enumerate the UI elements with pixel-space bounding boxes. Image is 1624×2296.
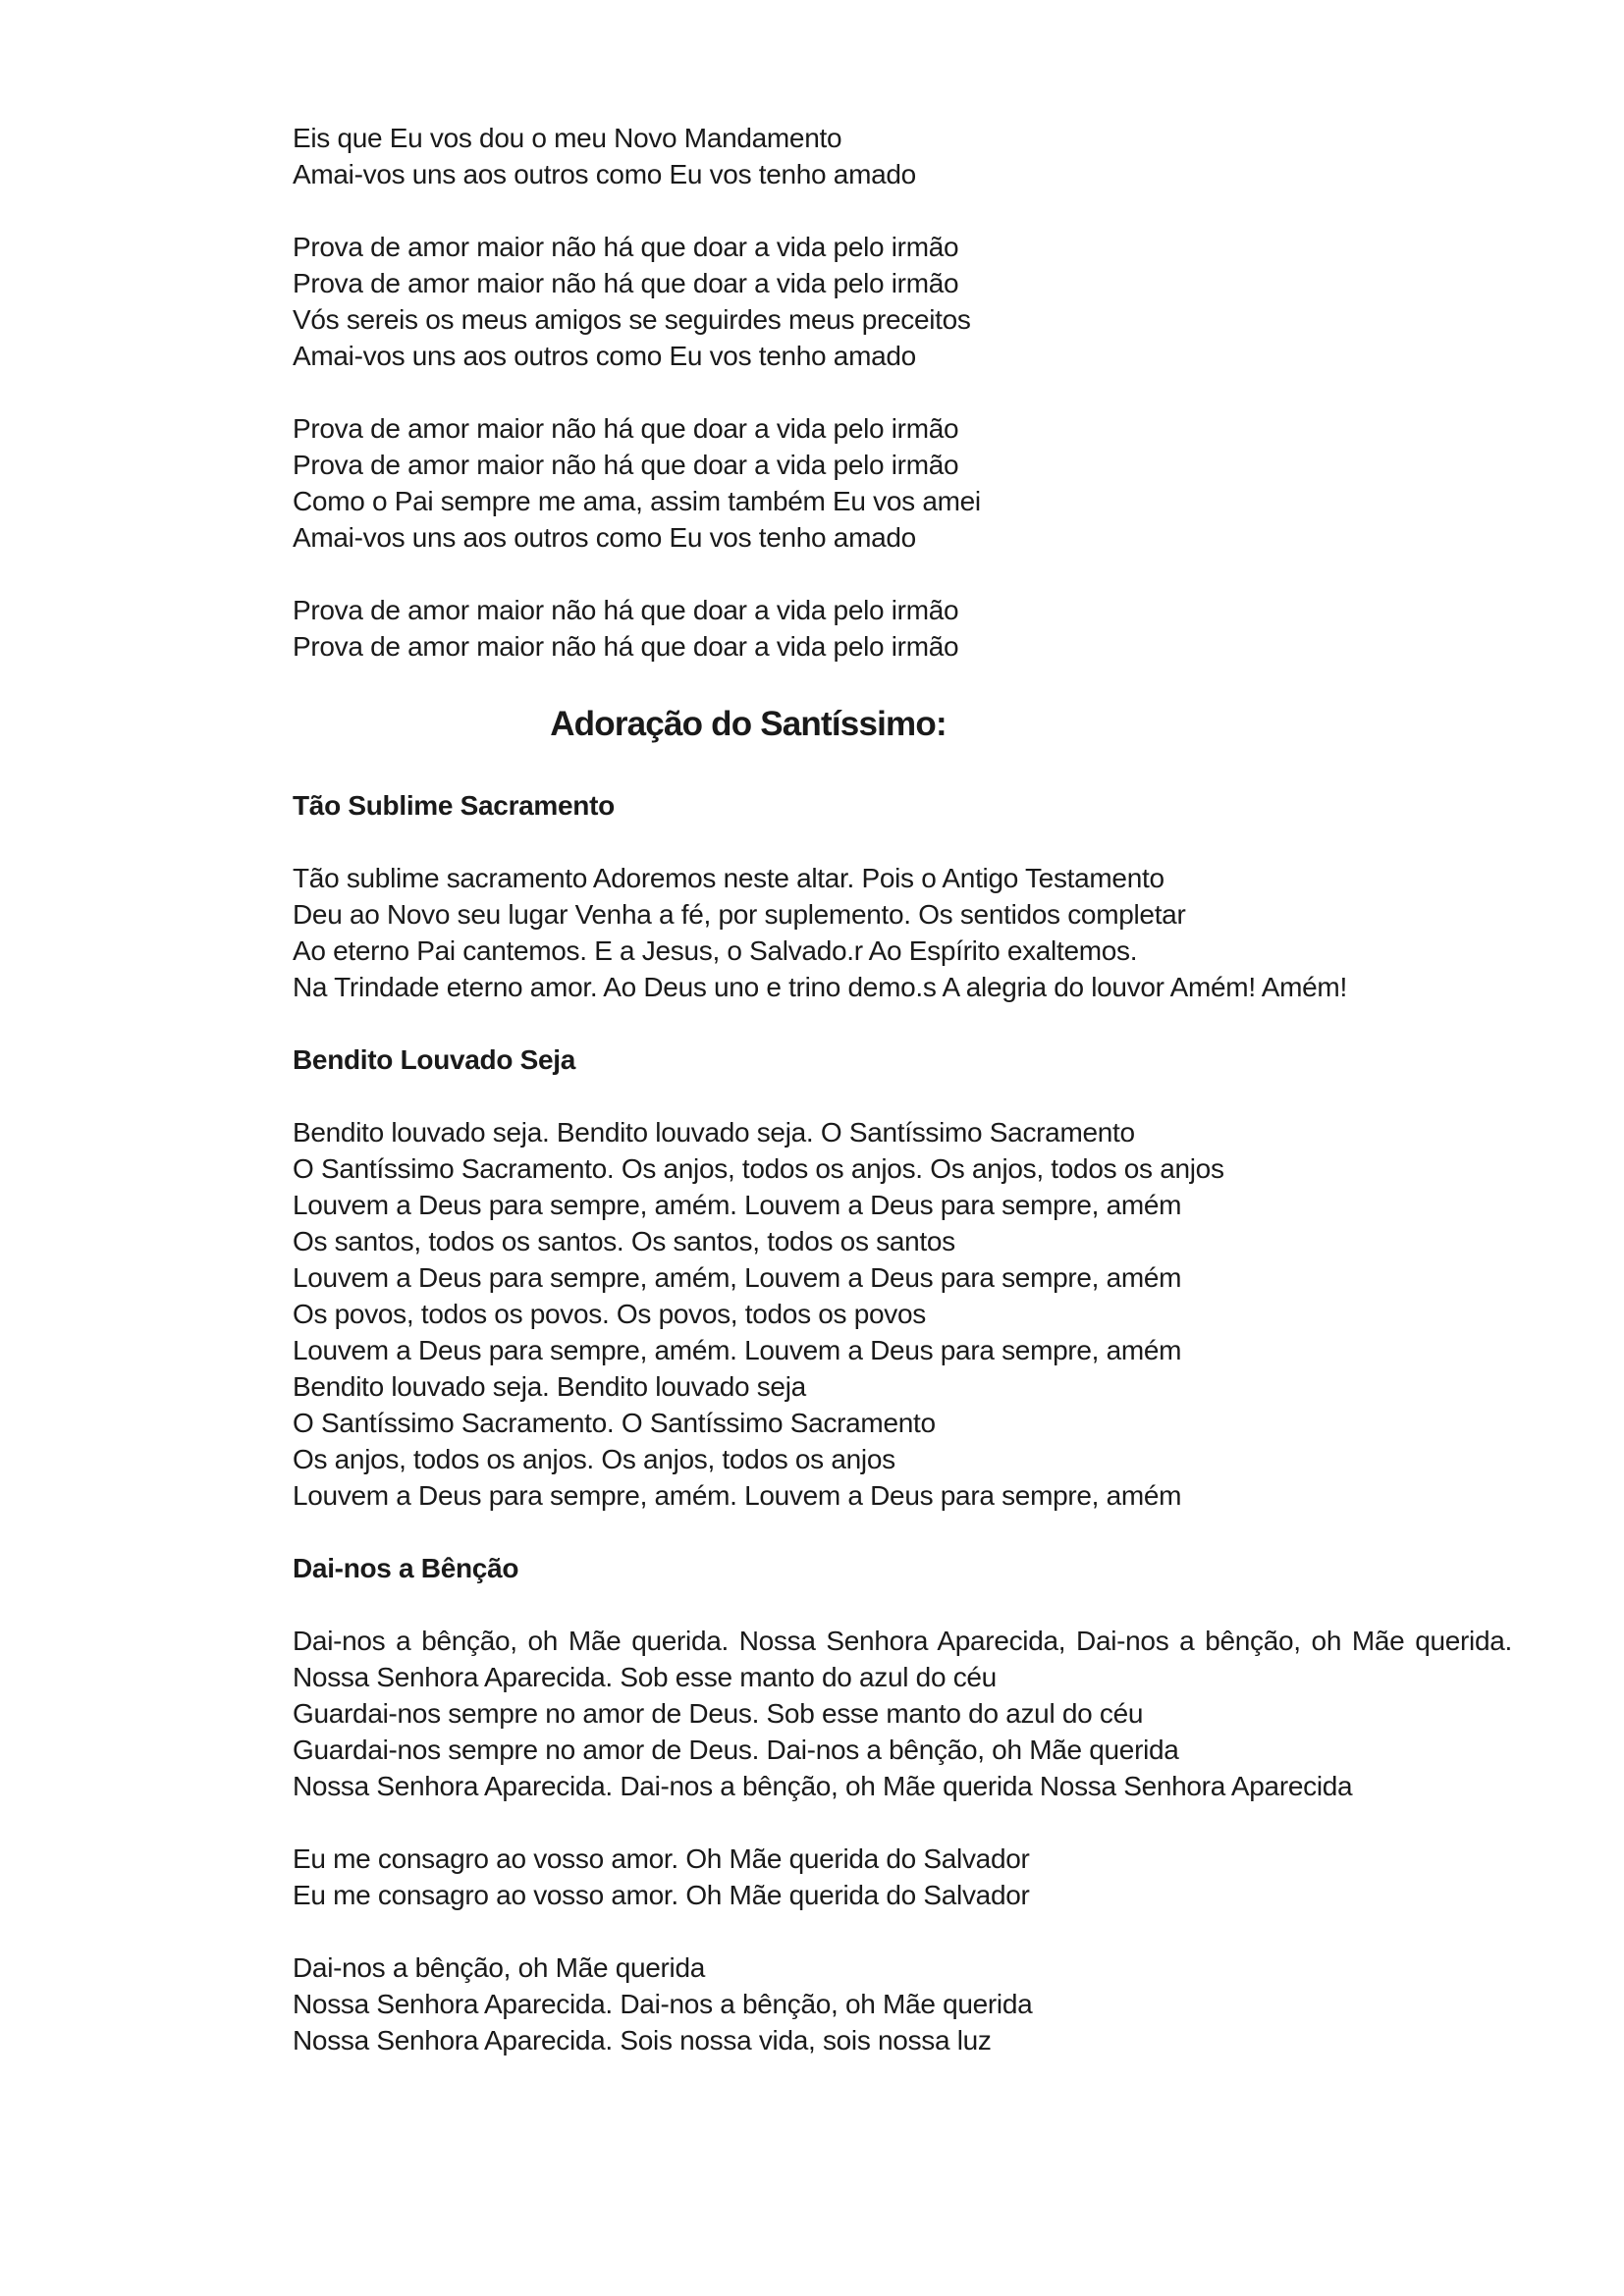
- lyric-line: Amai-vos uns aos outros como Eu vos tenho amado: [293, 522, 916, 553]
- stanza: [293, 592, 1512, 665]
- lyric-line: Louvem a Deus para sempre, amém. Louvem a Deus para sempre, amém: [293, 1190, 1182, 1220]
- lyric-line: Vós sereis os meus amigos se seguirdes meus preceitos: [293, 304, 971, 335]
- lyric-line: O Santíssimo Sacramento. Os anjos, todos os anjos. Os anjos, todos os anjos: [293, 1153, 1224, 1184]
- lyric-line: Os santos, todos os santos. Os santos, todos os santos: [293, 1226, 955, 1256]
- lyric-line: Louvem a Deus para sempre, amém. Louvem a Deus para sempre, amém: [293, 1335, 1182, 1365]
- lyric-line: Prova de amor maior não há que doar a vida pelo irmão: [293, 450, 959, 480]
- lyric-line: Os anjos, todos os anjos. Os anjos, todos os anjos: [293, 1444, 895, 1474]
- lyric-line: Amai-vos uns aos outros como Eu vos tenho amado: [293, 159, 916, 189]
- lyric-line: Dai-nos a bênção, oh Mãe querida: [293, 1952, 706, 1983]
- lyric-line: Nossa Senhora Aparecida. Sois nossa vida, sois nossa luz: [293, 2025, 992, 2056]
- lyric-line: Ao eterno Pai cantemos. E a Jesus, o Salvado.r Ao Espírito exaltemos.: [293, 935, 1138, 966]
- lyric-line: Louvem a Deus para sempre, amém, Louvem a Deus para sempre, amém: [293, 1262, 1182, 1293]
- stanza: [293, 1623, 1512, 1804]
- section-heading: Adoração do Santíssimo:: [550, 705, 947, 743]
- lyric-line: Bendito louvado seja. Bendito louvado seja: [293, 1371, 806, 1402]
- lyric-line: O Santíssimo Sacramento. O Santíssimo Sacramento: [293, 1408, 936, 1438]
- lyric-line: Bendito louvado seja. Bendito louvado seja. O Santíssimo Sacramento: [293, 1117, 1135, 1148]
- lyric-line: Prova de amor maior não há que doar a vida pelo irmão: [293, 268, 959, 298]
- stanza: [293, 1949, 1512, 2058]
- lyric-line: Prova de amor maior não há que doar a vida pelo irmão: [293, 413, 959, 444]
- lyric-line: Guardai-nos sempre no amor de Deus. Sob esse manto do azul do céu: [293, 1698, 1144, 1729]
- lyric-line: Deu ao Novo seu lugar Venha a fé, por suplemento. Os sentidos completar: [293, 899, 1186, 930]
- lyric-line: Nossa Senhora Aparecida. Dai-nos a bênção, oh Mãe querida: [293, 1989, 1033, 2019]
- stanza: [293, 1841, 1512, 1913]
- stanza: [293, 229, 1512, 374]
- song-title: Dai-nos a Bênção: [293, 1553, 519, 1583]
- lyric-line: Eis que Eu vos dou o meu Novo Mandamento: [293, 123, 842, 153]
- song-title: Tão Sublime Sacramento: [293, 790, 615, 821]
- lyric-line: Prova de amor maior não há que doar a vida pelo irmão: [293, 232, 959, 262]
- lyric-line: Nossa Senhora Aparecida. Sob esse manto do azul do céu: [293, 1662, 997, 1692]
- lyric-line: Amai-vos uns aos outros como Eu vos tenho amado: [293, 341, 916, 371]
- lyric-line: Nossa Senhora Aparecida. Dai-nos a bênção, oh Mãe querida Nossa Senhora Aparecida: [293, 1771, 1353, 1801]
- lyric-line: Como o Pai sempre me ama, assim também Eu vos amei: [293, 486, 981, 516]
- lyric-line: Prova de amor maior não há que doar a vida pelo irmão: [293, 631, 959, 662]
- lyric-line: Tão sublime sacramento Adoremos neste altar. Pois o Antigo Testamento: [293, 863, 1164, 893]
- lyric-line: Prova de amor maior não há que doar a vida pelo irmão: [293, 595, 959, 625]
- stanza: [293, 120, 1512, 192]
- lyric-line: Os povos, todos os povos. Os povos, todos os povos: [293, 1299, 926, 1329]
- lyric-line: Eu me consagro ao vosso amor. Oh Mãe querida do Salvador: [293, 1843, 1030, 1874]
- stanza: [293, 860, 1512, 1005]
- lyric-line: Guardai-nos sempre no amor de Deus. Dai-nos a bênção, oh Mãe querida: [293, 1735, 1179, 1765]
- lyric-line: Dai-nos a bênção, oh Mãe querida. Nossa Senhora Aparecida, Dai-nos a bênção, oh Mãe querida.: [293, 1626, 1512, 1656]
- song-title: Bendito Louvado Seja: [293, 1044, 576, 1075]
- stanza: [293, 1114, 1512, 1514]
- lyric-line: Eu me consagro ao vosso amor. Oh Mãe querida do Salvador: [293, 1880, 1030, 1910]
- lyric-line: Na Trindade eterno amor. Ao Deus uno e trino demo.s A alegria do louvor Amém! Amém!: [293, 972, 1347, 1002]
- lyric-line: Louvem a Deus para sempre, amém. Louvem a Deus para sempre, amém: [293, 1480, 1182, 1511]
- stanza: [293, 410, 1512, 556]
